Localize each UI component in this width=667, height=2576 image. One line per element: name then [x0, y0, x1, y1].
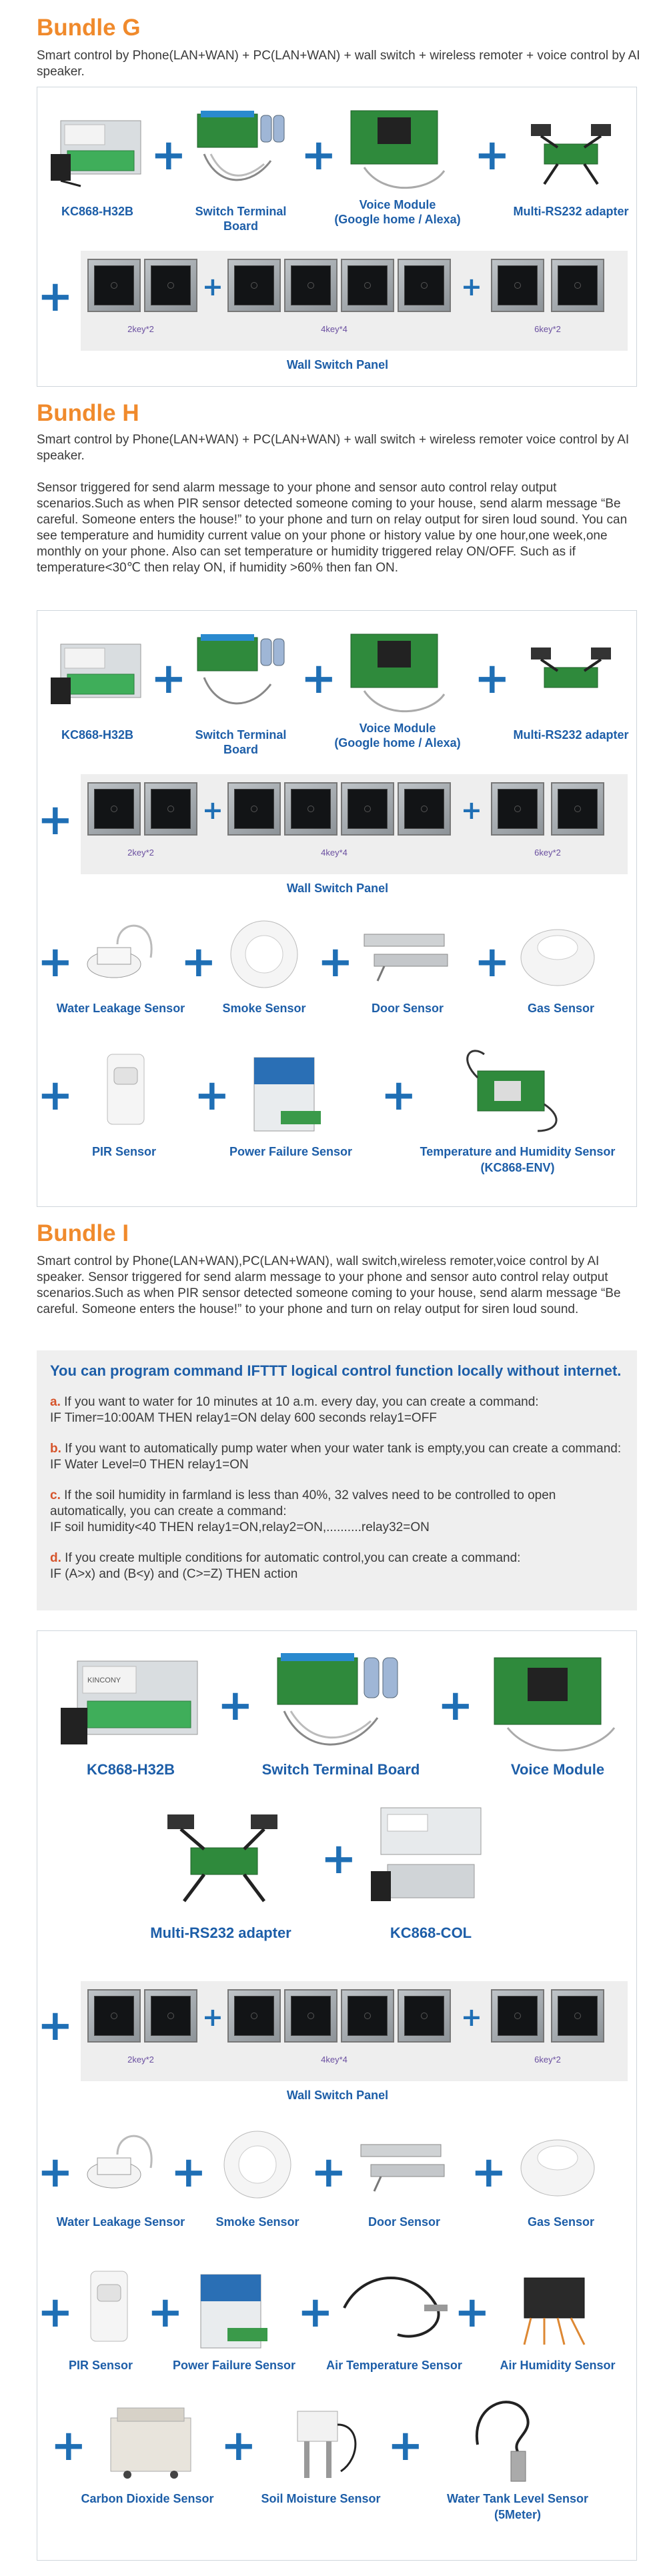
sensor-label: Door Sensor: [371, 1002, 444, 1015]
product-label: (Google home / Alexa): [334, 213, 461, 226]
terminal-board-image: [264, 1648, 411, 1758]
plus-icon: +: [301, 654, 337, 704]
product-label: Multi-RS232 adapter: [150, 1924, 291, 1941]
wall-switch-label: Wall Switch Panel: [286, 882, 389, 895]
wall-switch-box: [81, 1981, 628, 2081]
product-label: Switch Terminal Board: [195, 728, 287, 756]
wall-switch-label: Wall Switch Panel: [286, 2089, 389, 2102]
product-label: Multi-RS232 adapter: [513, 205, 629, 218]
plus-icon: +: [51, 2421, 87, 2471]
product-label: KC868-COL: [390, 1924, 472, 1941]
sensor-label: Gas Sensor: [527, 1002, 595, 1015]
plus-icon: +: [388, 2421, 424, 2471]
plus-icon: +: [221, 2421, 257, 2471]
product-label: (Google home / Alexa): [334, 736, 461, 750]
plus-icon: +: [37, 2288, 73, 2337]
example-d-text: If you create multiple conditions for automatic control,you can create a command:: [61, 1551, 521, 1565]
sensor-label: Temperature and Humidity Sensor: [420, 1145, 616, 1158]
bundle-h-title: Bundle H: [37, 400, 139, 426]
plus-icon: +: [474, 654, 510, 704]
controller-image: [57, 1648, 211, 1754]
door-sensor-image: [354, 2135, 454, 2195]
plus-icon: +: [202, 2003, 223, 2032]
sensor-label: Door Sensor: [368, 2215, 441, 2229]
plus-icon: +: [471, 2148, 507, 2197]
product-label: Switch Terminal Board: [261, 1761, 420, 1778]
switch-6key-label: 6key*2: [534, 2055, 561, 2065]
plus-icon: +: [194, 1071, 230, 1120]
plus-icon: +: [461, 796, 482, 825]
plus-icon: +: [321, 1834, 357, 1884]
plus-icon: +: [37, 2148, 73, 2197]
bundle-g-title: Bundle G: [37, 15, 141, 41]
product-label: KC868-H32B: [61, 728, 134, 742]
product-label: Voice Module: [359, 198, 436, 211]
plus-icon: +: [454, 2288, 490, 2337]
smoke-sensor-image: [217, 2128, 297, 2201]
example-c-cmd: IF soil humidity<40 THEN relay1=ON,relay2=ON,..........relay32=ON: [50, 1520, 430, 1534]
air-humidity-sensor-image: [498, 2265, 618, 2351]
ifttt-example-a: [50, 1394, 624, 1426]
sensor-label: Power Failure Sensor: [172, 2359, 296, 2372]
voice-module-image: [338, 627, 458, 721]
switch-4key-label: 4key*4: [321, 324, 348, 334]
plus-icon: +: [151, 131, 187, 180]
plus-icon: +: [474, 938, 510, 987]
pir-sensor-image: [77, 2265, 137, 2351]
example-c-key: c.: [50, 1488, 61, 1502]
product-label: Multi-RS232 adapter: [513, 728, 629, 742]
plus-icon: +: [217, 1681, 253, 1730]
rs232-adapter-image: [151, 1801, 291, 1908]
sensor-label: Water Leakage Sensor: [56, 1002, 185, 1015]
plus-icon: +: [37, 938, 73, 987]
plus-icon: +: [202, 272, 223, 301]
power-failure-sensor-image: [241, 1044, 334, 1138]
plus-icon: +: [171, 2148, 207, 2197]
example-b-text: If you want to automatically pump water when your water tank is empty,you can create a command: IF Water Level=0 THEN relay1=ON: [50, 1442, 622, 1472]
wall-switch-label: Wall Switch Panel: [286, 358, 389, 371]
sensor-label: Power Failure Sensor: [229, 1145, 353, 1158]
example-d-cmd: IF (A>x) and (B<y) and (C>=Z) THEN action: [50, 1567, 298, 1581]
wall-switch-box: [81, 251, 628, 351]
rs232-adapter-image: [518, 634, 624, 714]
switch-2key-label: 2key*2: [127, 848, 154, 858]
sensor-label: Water Leakage Sensor: [56, 2215, 185, 2229]
controller-image: [47, 114, 147, 187]
door-sensor-image: [358, 924, 458, 984]
plus-icon: +: [37, 2001, 73, 2051]
sensor-label: Smoke Sensor: [222, 1002, 306, 1015]
sensor-label: Air Humidity Sensor: [500, 2359, 616, 2372]
sensor-label: (KC868-ENV): [480, 1161, 555, 1174]
example-a-key: a.: [50, 1395, 61, 1409]
plus-icon: +: [461, 2003, 482, 2032]
ifttt-example-d: [50, 1550, 624, 1582]
example-d-key: d.: [50, 1551, 61, 1565]
switch-4key-label: 4key*4: [321, 848, 348, 858]
plus-icon: +: [311, 2148, 347, 2197]
sensor-label: Soil Moisture Sensor: [261, 2492, 381, 2505]
air-temperature-sensor-image: [338, 2268, 451, 2348]
bundle-g-description: Smart control by Phone(LAN+WAN) + PC(LAN+WAN) + wall switch + wireless remoter + voice control by AI speaker.: [37, 49, 640, 79]
wall-switch-box: [81, 774, 628, 874]
water-leakage-sensor-image: [77, 918, 164, 991]
bundle-g-panel: [37, 87, 637, 387]
sensor-label: Gas Sensor: [527, 2215, 595, 2229]
plus-icon: +: [202, 796, 223, 825]
product-label: Voice Module: [359, 722, 436, 735]
product-label: KC868-H32B: [61, 205, 134, 218]
gas-sensor-image: [514, 918, 601, 991]
water-leakage-sensor-image: [77, 2128, 164, 2201]
plus-icon: +: [474, 131, 510, 180]
rs232-adapter-image: [518, 111, 624, 191]
bundle-i-title: Bundle I: [37, 1220, 129, 1246]
kincony-label: KINCONY: [87, 1676, 121, 1684]
switch-2key-label: 2key*2: [127, 324, 154, 334]
example-c-text: If the soil humidity in farmland is less than 40%, 32 valves need to be controlled to open automatically, you can create a command:: [50, 1488, 556, 1518]
bundle-i-description: Smart control by Phone(LAN+WAN),PC(LAN+WAN), wall switch,wireless remoter,voice control by AI speaker. Sensor triggered for send alarm message to your phone and sensor auto control relay output scenarios.Such as when PIR sensor detected someone coming to your house, send alarm message “Be careful. Someone enters the house!” to your phone and turn on relay output for siren loud sound.: [37, 1254, 621, 1316]
bundle-h-panel: [37, 610, 637, 1207]
plus-icon: +: [438, 1681, 474, 1730]
voice-module-image: [481, 1648, 628, 1758]
bundle-h-description: Smart control by Phone(LAN+WAN) + PC(LAN+WAN) + wall switch + wireless remoter voice control by AI speaker.: [37, 433, 630, 463]
sensor-label: Carbon Dioxide Sensor: [81, 2492, 214, 2505]
voice-module-image: [338, 104, 458, 197]
sensor-label: PIR Sensor: [68, 2359, 133, 2372]
controller-image: [47, 637, 147, 711]
terminal-board-image: [191, 107, 291, 194]
sensor-label: Air Temperature Sensor: [326, 2359, 462, 2372]
example-a-text: If you want to water for 10 minutes at 10 a.m. every day, you can create a command:: [60, 1395, 539, 1409]
smoke-sensor-image: [224, 918, 304, 991]
sensor-label: Water Tank Level Sensor: [446, 2492, 589, 2505]
plus-icon: +: [317, 938, 354, 987]
sensor-label: (5Meter): [494, 2508, 541, 2521]
plus-icon: +: [181, 938, 217, 987]
product-label: Voice Module: [510, 1761, 605, 1778]
switch-4key-label: 4key*4: [321, 2055, 348, 2065]
bundle-i-panel: [37, 1630, 637, 2561]
plus-icon: +: [301, 131, 337, 180]
plus-icon: +: [151, 654, 187, 704]
plus-icon: +: [37, 272, 73, 321]
plus-icon: +: [37, 1071, 73, 1120]
example-b-key: b.: [50, 1442, 61, 1456]
bundle-h-sensor-text: Sensor triggered for send alarm message to your phone and sensor auto control relay output scenarios.Such as when PIR sensor detected someone coming to your house, send alarm message “Be careful. Someone enters the house!” to your phone and turn on relay output for siren loud sound. You can see temperature and humidity current value on your phone or history value by one hour,one week,one monthly on your phone. Also can set temperature or humidity triggered relay ON/OFF. Such as if temperature<30℃ then relay ON, if humidity >60% then fan ON.: [37, 481, 628, 575]
sensor-label: PIR Sensor: [91, 1145, 157, 1158]
ifttt-example-b: [50, 1441, 624, 1473]
ifttt-example-c: [50, 1488, 624, 1536]
example-a-cmd: IF Timer=10:00AM THEN relay1=ON delay 600 seconds relay1=OFF: [50, 1411, 437, 1425]
soil-moisture-sensor-image: [267, 2398, 368, 2485]
switch-6key-label: 6key*2: [534, 848, 561, 858]
ifttt-box: [37, 1350, 637, 1610]
plus-icon: +: [461, 272, 482, 301]
switch-6key-label: 6key*2: [534, 324, 561, 334]
temp-humidity-sensor-image: [458, 1044, 564, 1138]
ifttt-heading: You can program command IFTTT logical control function locally without internet.: [50, 1362, 622, 1379]
product-label: Switch Terminal Board: [195, 205, 287, 233]
gas-sensor-image: [514, 2128, 601, 2201]
terminal-board-image: [191, 631, 291, 718]
power-failure-sensor-image: [187, 2261, 281, 2355]
col-module-image: [368, 1794, 501, 1914]
plus-icon: +: [381, 1071, 417, 1120]
pir-sensor-image: [94, 1048, 154, 1134]
plus-icon: +: [37, 796, 73, 845]
sensor-label: Smoke Sensor: [215, 2215, 299, 2229]
water-tank-level-sensor-image: [464, 2391, 571, 2485]
switch-2key-label: 2key*2: [127, 2055, 154, 2065]
plus-icon: +: [297, 2288, 334, 2337]
co2-sensor-image: [97, 2398, 204, 2485]
product-label: KC868-H32B: [86, 1761, 175, 1778]
plus-icon: +: [147, 2288, 183, 2337]
